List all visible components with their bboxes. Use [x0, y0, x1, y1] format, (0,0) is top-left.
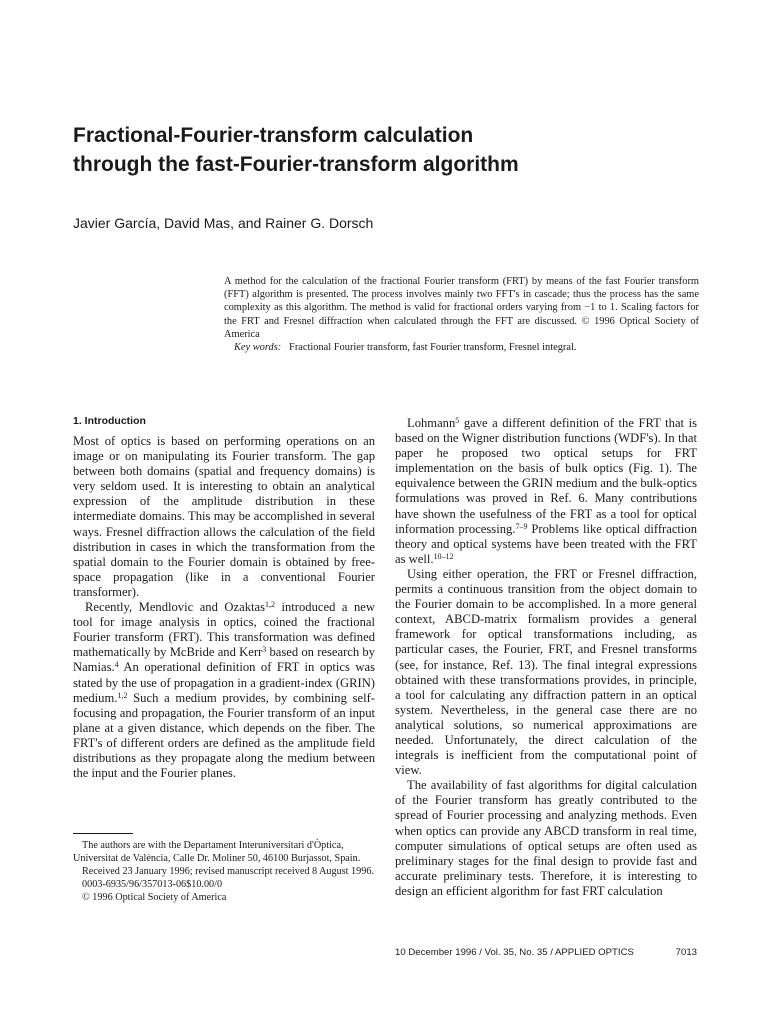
- body-paragraph-lohmann: [395, 416, 697, 567]
- footnote-affiliation: The authors are with the Departament Interuniversitari d'Òptica, Universitat de València, Calle Dr. Moliner 50, 46100 Burjassot, Spain.: [73, 840, 361, 865]
- footnote-code: 0003-6935/96/357013-06$10.00/0: [82, 879, 223, 891]
- page-footer: [395, 947, 697, 959]
- footnotes: [73, 833, 375, 904]
- footnote-received: Received 23 January 1996; revised manuscript received 8 August 1996.: [82, 866, 374, 878]
- keywords-label: Key words:: [234, 342, 282, 354]
- keywords-text: Fractional Fourier transform, fast Fourier transform, Fresnel integral.: [289, 342, 577, 354]
- text-run: introduced a new tool for image analysis in optics, coined the fractional Fourier transform (FRT). This transformation was defined mathematically by McBride and Kerr: [73, 600, 375, 660]
- abstract: [224, 275, 699, 354]
- footnote-copyright: © 1996 Optical Society of America: [82, 892, 227, 904]
- text-run: Such a medium provides, by combining self-focusing and propagation, the Fourier transform of an input plane at a given distance, which depends on the fiber. The FRT's of different orders are defined as the amplitude field distributions as they propagate along the medium between the input and the Fourier planes.: [73, 690, 375, 781]
- section-heading-introduction: 1. Introduction: [73, 415, 146, 427]
- body-paragraph-fft: The availability of fast algorithms for digital calculation of the Fourier transform has greatly contributed to the spread of Fourier processing and analyzing methods. Even when optics can provide any ABCD transform in real time, computer simulations of optical setups are often used as preliminary stages for the final design to provide fast and accurate preliminary tests. Therefore, it is interesting to design an efficient algorithm for fast FRT calculation: [395, 778, 697, 898]
- citation-superscript: 7–9: [515, 521, 528, 531]
- page-number: 7013: [675, 947, 697, 958]
- abstract-text: A method for the calculation of the fractional Fourier transform (FRT) by means of the fast Fourier transform (FFT) algorithm is presented. The process involves mainly two FFT's in cascade; thus the process has the same complexity as this algorithm. The method is valid for fractional orders varying from −1 to 1. Scaling factors for the FRT and Fresnel diffraction when calculated through the FFT are discussed. © 1996 Optical Society of America: [224, 276, 699, 340]
- body-paragraph-abcd: Using either operation, the FRT or Fresnel diffraction, permits a continuous transition from the object domain to the Fourier domain to be accomplished. In a more general context, ABCD-matrix formalism provides a general framework for optical transformations including, as particular cases, the Fourier, FRT, and Fresnel transforms (see, for instance, Ref. 13). The final integral expressions obtained with these transformations provides, in principle, a tool for calculating any diffraction pattern in an optical system. Nevertheless, in the general case there are no analytical solutions, so numerical approximations are needed. Unfortunately, the direct calculation of the integrals is inefficient from the computational point of view.: [395, 566, 697, 778]
- intro-paragraph-1: Most of optics is based on performing operations on an image or on manipulating its Fourier transform. The gap between both domains (spatial and frequency domains) is very seldom used. It is interesting to obtain an analytical expression of the amplitude distribution in these intermediate domains. This may be accomplished in several ways. Fresnel diffraction allows the calculation of the field distribution in cases in which the transformation from the spatial domain to the Fourier domain is obtained by free-space propagation (like in a conventional Fourier transformer).: [73, 434, 375, 599]
- title-line-1: Fractional-Fourier-transform calculation: [73, 124, 474, 147]
- paper-title: [73, 121, 713, 179]
- text-run: Problems like optical diffraction theory and optical systems have been treated with the FRT as well.: [395, 521, 697, 566]
- text-run: gave a different definition of the FRT that is based on the Wigner distribution functions (WDF's). In that paper he proposed two optical setups for FRT implementation on the basis of bulk optics (Fig. 1). The equivalence between the GRIN medium and the bulk-optics formulations was proved in Ref. 6. Many contributions have shown the usefulness of the FRT as a tool for optical information processing.: [395, 416, 697, 536]
- text-run: Lohmann: [407, 416, 456, 430]
- text-run: Recently, Mendlovic and Ozaktas: [85, 600, 265, 615]
- citation-superscript: 5: [455, 416, 460, 425]
- citation-superscript: 1,2: [117, 690, 128, 700]
- title-line-2: through the fast-Fourier-transform algorithm: [73, 153, 519, 176]
- keywords-line: [224, 341, 699, 354]
- citation-superscript: 1,2: [264, 600, 275, 610]
- footnote-rule: [73, 833, 133, 834]
- text-run: An operational definition of FRT in optics was stated by the use of propagation in a gradient-index (GRIN) medium.: [73, 660, 375, 705]
- left-column: [73, 414, 375, 781]
- citation-superscript: 10–12: [433, 551, 454, 561]
- intro-paragraph-2: [73, 600, 375, 781]
- right-column: [395, 416, 697, 899]
- author-list: Javier García, David Mas, and Rainer G. Dorsch: [73, 215, 374, 231]
- citation-superscript: 3: [262, 645, 267, 655]
- journal-citation: 10 December 1996 / Vol. 35, No. 35 / APPLIED OPTICS: [395, 947, 634, 958]
- text-run: based on research by Namias.: [73, 645, 375, 675]
- citation-superscript: 4: [114, 660, 119, 670]
